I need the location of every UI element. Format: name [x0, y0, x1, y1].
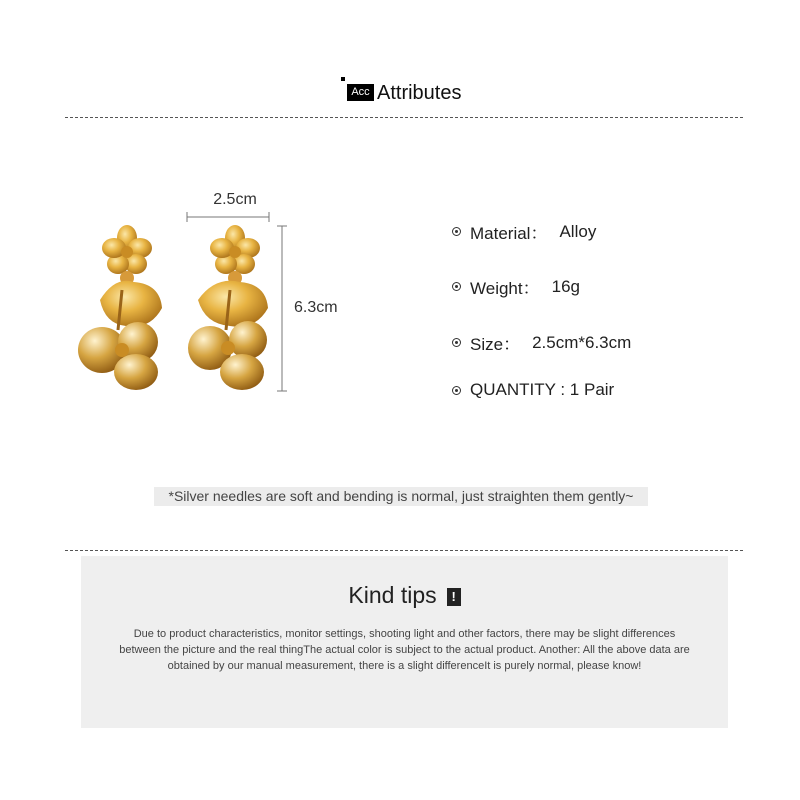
- top-divider: [65, 117, 743, 118]
- width-label: 2.5cm: [213, 191, 257, 208]
- kind-tips-title: Kind tips: [348, 582, 437, 608]
- attribute-row-quantity: [452, 380, 626, 400]
- page-title: Attributes: [377, 82, 462, 104]
- bullet-icon: [452, 282, 461, 291]
- middle-divider: [65, 550, 743, 551]
- earring-product-image: [70, 180, 360, 410]
- attribute-value: 16g: [551, 276, 580, 296]
- bullet-icon: [452, 338, 461, 347]
- attribute-key: Weight：: [470, 279, 540, 298]
- attribute-row-size: [452, 330, 631, 355]
- kind-tips-heading: [81, 580, 728, 610]
- height-label: 6.3cm: [294, 299, 338, 316]
- kind-tips-body: Due to product characteristics, monitor settings, shooting light and other factors, there may be slight differences between the picture and the real thingThe actual color is subject to the actual product. Another: All the above data are obtained by our manual measurement, there is a slight differenceIt is purely normal, please know!: [119, 628, 690, 672]
- attribute-key: QUANTITY : 1 Pair: [470, 380, 615, 399]
- height-dimension-line: [277, 226, 287, 391]
- alert-icon: !: [447, 588, 461, 606]
- earring-left: [78, 225, 162, 390]
- bullet-icon: [452, 386, 461, 395]
- earring-right: [188, 225, 268, 390]
- attribute-row-weight: [452, 274, 580, 299]
- attribute-value: Alloy: [559, 221, 597, 241]
- width-dimension-line: [187, 212, 269, 222]
- attribute-row-material: [452, 219, 596, 244]
- header-mark: [341, 77, 345, 81]
- attribute-key: Size：: [470, 335, 521, 354]
- care-note: *Silver needles are soft and bending is normal, just straighten them gently~: [154, 487, 648, 506]
- header-badge: Acc: [347, 84, 374, 101]
- bullet-icon: [452, 227, 461, 236]
- attribute-value: 2.5cm*6.3cm: [532, 332, 632, 352]
- attribute-key: Material：: [470, 224, 548, 243]
- kind-tips-panel: [81, 556, 728, 728]
